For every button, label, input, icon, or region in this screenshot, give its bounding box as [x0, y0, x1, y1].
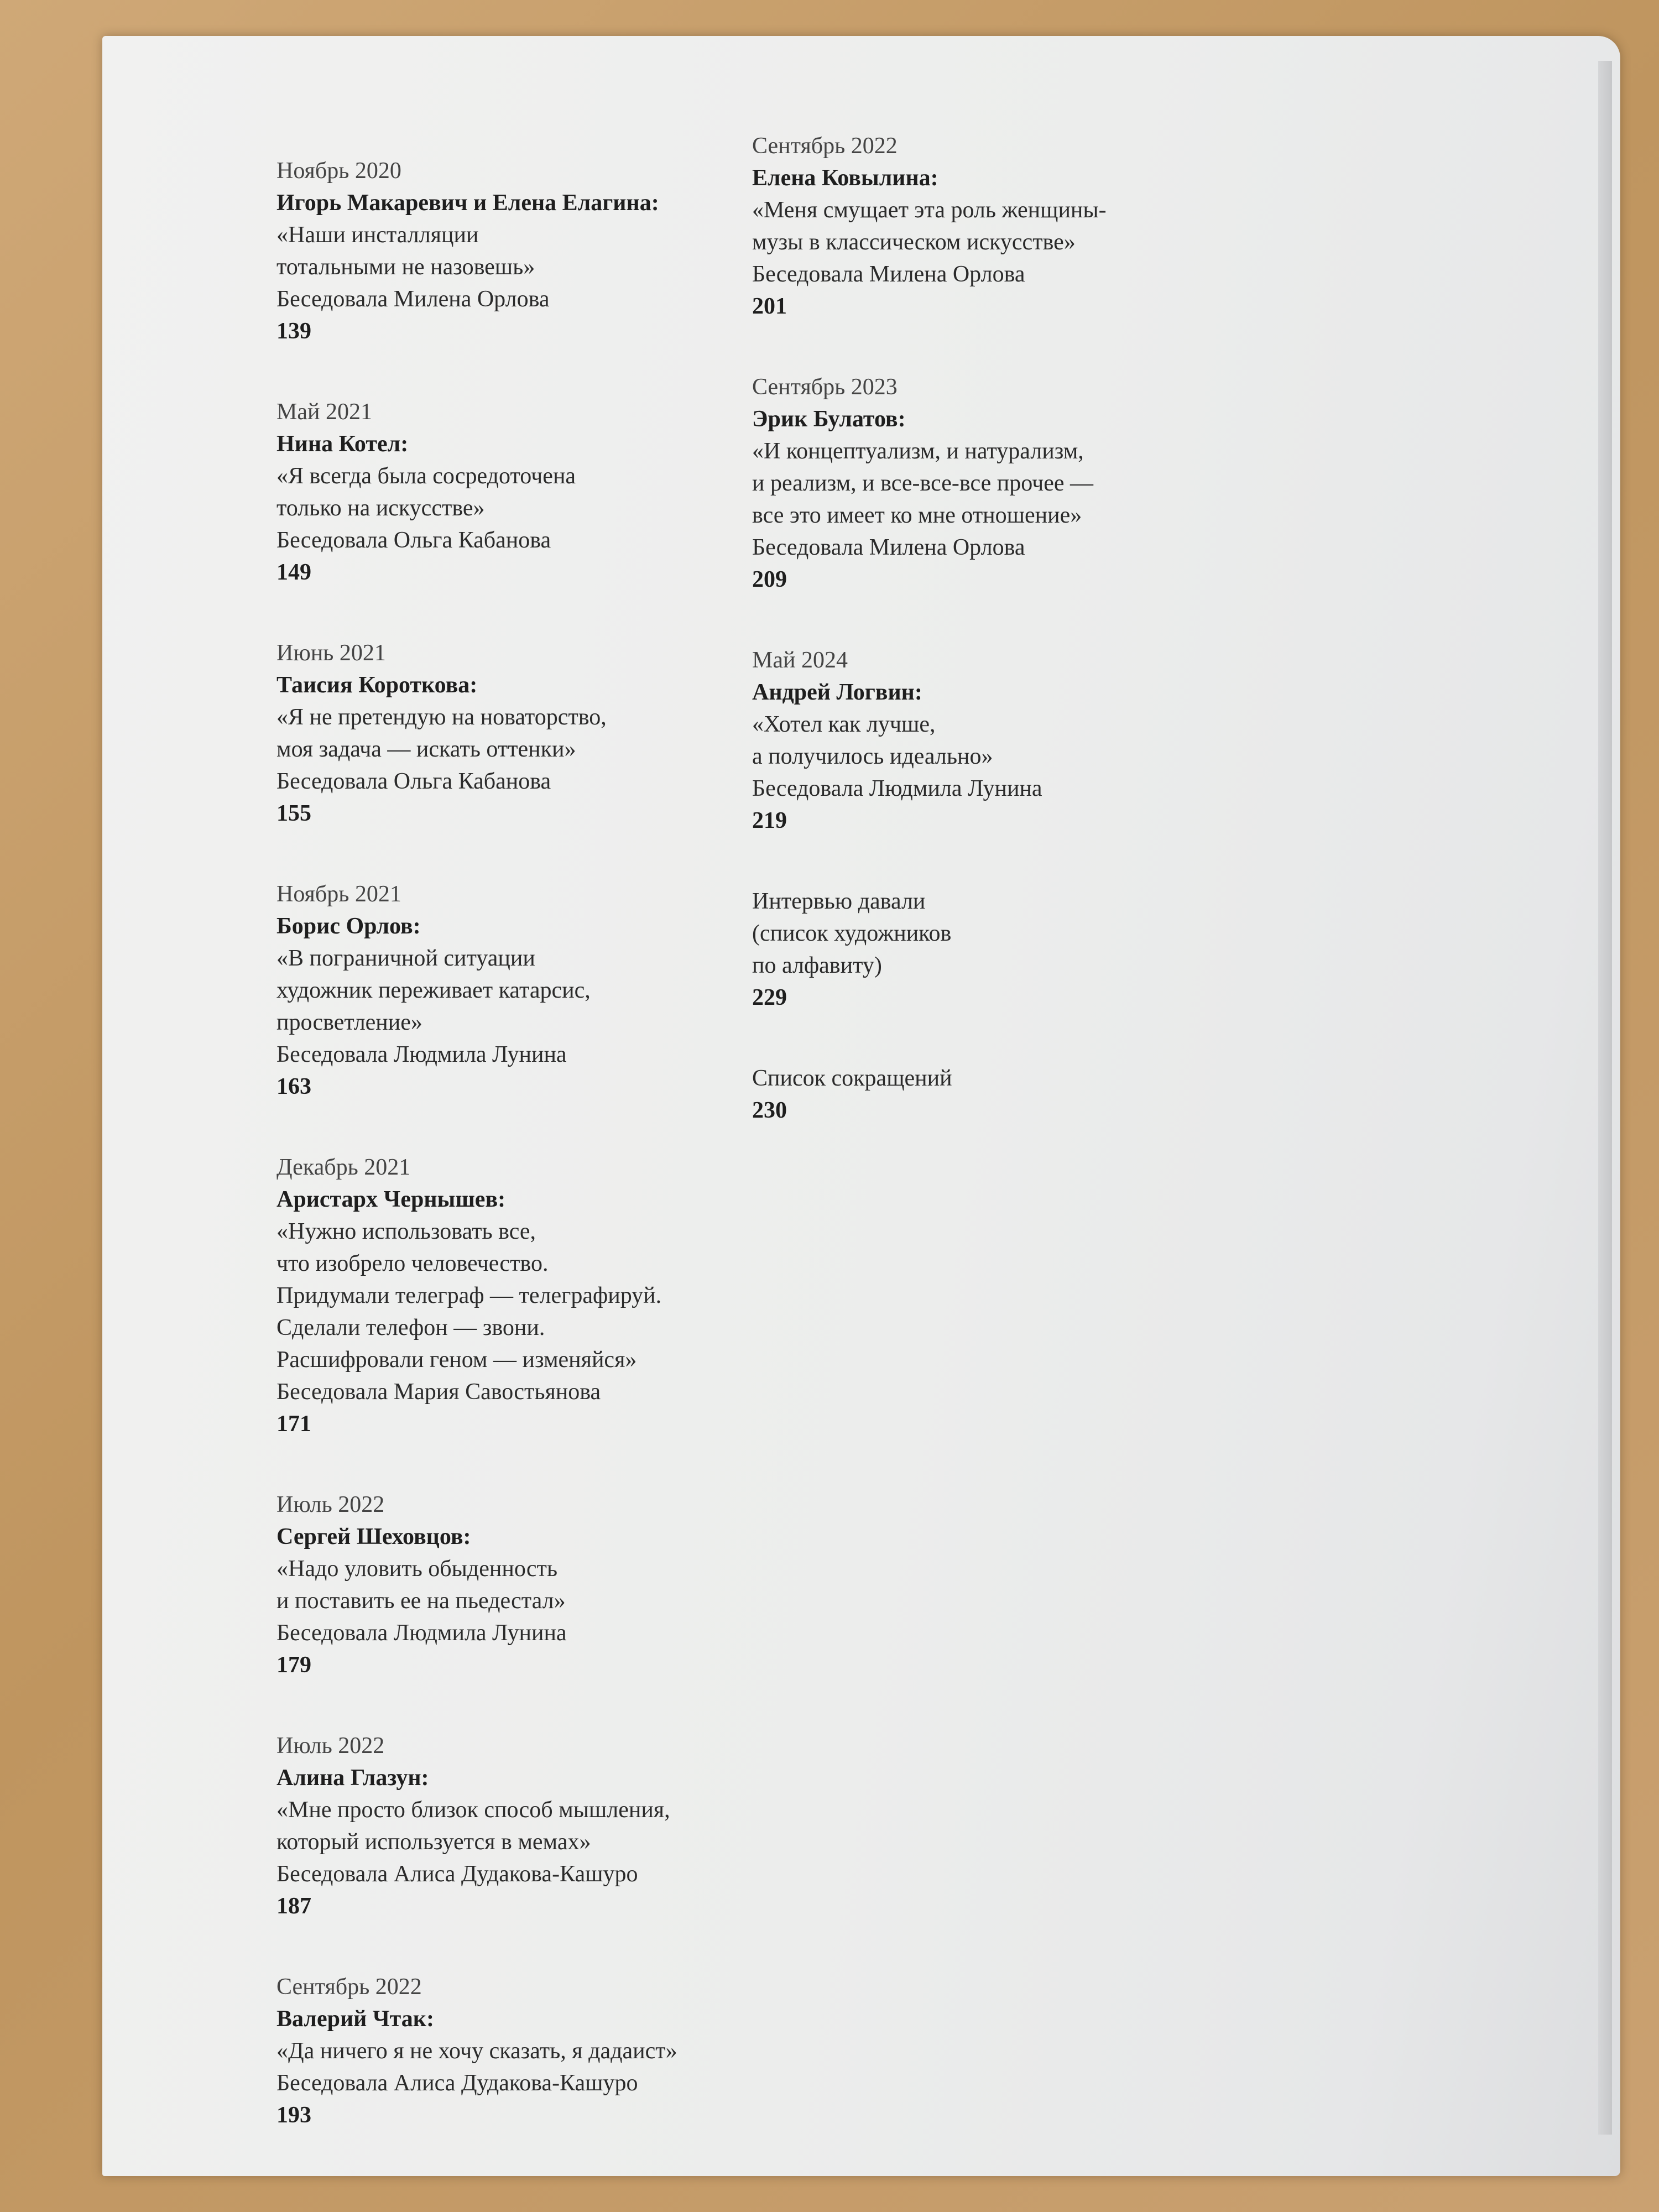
entry-interviewer: Беседовала Алиса Дудакова-Кашуро — [276, 2070, 638, 2096]
entry-date: Май 2021 — [276, 399, 372, 425]
entry-date: Декабрь 2021 — [276, 1155, 411, 1180]
toc-entry — [276, 1151, 774, 1440]
entry-quote-line: «Наши инсталляции — [276, 222, 479, 248]
entry-date: Сентябрь 2022 — [276, 1974, 422, 2000]
entry-quote-line: Сделали телефон — звони. — [276, 1315, 545, 1340]
toc-left-column — [276, 155, 774, 2180]
toc-right-column — [752, 130, 1250, 1175]
entry-page-number: 155 — [276, 801, 311, 826]
entry-quote-line: «В пограничной ситуации — [276, 946, 535, 971]
entry-quote-line: моя задача — искать оттенки» — [276, 737, 576, 762]
entry-page-number: 219 — [752, 808, 787, 833]
appendix-title-line: Интервью давали — [752, 889, 926, 914]
appendix-title-line: (список художников — [752, 921, 952, 946]
entry-page-number: 201 — [752, 294, 787, 319]
toc-entry — [276, 1971, 774, 2131]
entry-quote-line: музы в классическом искусстве» — [752, 229, 1076, 255]
appendix-entry — [752, 1062, 1250, 1126]
entry-interviewer: Беседовала Милена Орлова — [752, 535, 1025, 560]
entry-artist-name: Эрик Булатов: — [752, 406, 906, 432]
appendix-title-line: по алфавиту) — [752, 953, 882, 978]
entry-quote-line: а получилось идеально» — [752, 744, 993, 769]
book-page — [102, 36, 1620, 2176]
toc-entry — [276, 155, 774, 347]
entry-quote-line: просветление» — [276, 1010, 422, 1035]
entry-interviewer: Беседовала Людмила Лунина — [276, 1042, 567, 1067]
entry-interviewer: Беседовала Милена Орлова — [276, 286, 550, 312]
entry-artist-name: Валерий Чтак: — [276, 2006, 434, 2032]
appendix-entry — [752, 885, 1250, 1014]
entry-date: Май 2024 — [752, 648, 848, 673]
entry-quote-line: «Мне просто близок способ мышления, — [276, 1797, 670, 1823]
entry-interviewer: Беседовала Милена Орлова — [752, 262, 1025, 287]
entry-date: Ноябрь 2020 — [276, 158, 401, 184]
entry-interviewer: Беседовала Людмила Лунина — [752, 776, 1042, 801]
entry-quote-line: «Меня смущает эта роль женщины- — [752, 197, 1107, 223]
entry-quote-line: Придумали телеграф — телеграфируй. — [276, 1283, 662, 1308]
entry-artist-name: Сергей Шеховцов: — [276, 1524, 471, 1550]
toc-entry — [752, 644, 1250, 837]
entry-page-number: 179 — [276, 1652, 311, 1678]
toc-entry — [276, 396, 774, 588]
entry-artist-name: Андрей Логвин: — [752, 680, 922, 705]
entry-page-number: 163 — [276, 1074, 311, 1099]
entry-quote-line: тотальными не назовешь» — [276, 254, 535, 280]
entry-quote-line: все это имеет ко мне отношение» — [752, 503, 1082, 528]
entry-quote-line: «Нужно использовать все, — [276, 1219, 536, 1244]
toc-entry — [276, 1489, 774, 1681]
entry-quote-line: «Надо уловить обыденность — [276, 1556, 558, 1582]
entry-artist-name: Алина Глазун: — [276, 1765, 429, 1791]
entry-page-number: 187 — [276, 1893, 311, 1919]
toc-entry — [276, 637, 774, 830]
entry-quote-line: только на искусстве» — [276, 495, 485, 521]
entry-date: Ноябрь 2021 — [276, 881, 401, 907]
entry-page-number: 149 — [276, 560, 311, 585]
entry-quote-line: «Хотел как лучше, — [752, 712, 936, 737]
entry-quote-line: и реализм, и все-все-все прочее — — [752, 471, 1094, 496]
entry-interviewer: Беседовала Ольга Кабанова — [276, 769, 551, 794]
entry-artist-name: Борис Орлов: — [276, 914, 421, 939]
entry-artist-name: Таисия Короткова: — [276, 672, 478, 698]
entry-artist-name: Аристарх Чернышев: — [276, 1187, 506, 1212]
entry-date: Июль 2022 — [276, 1492, 385, 1517]
entry-date: Июнь 2021 — [276, 640, 386, 666]
entry-page-number: 229 — [752, 985, 787, 1010]
entry-quote-line: «Да ничего я не хочу сказать, я дадаист» — [276, 2038, 677, 2064]
entry-interviewer: Беседовала Людмила Лунина — [276, 1620, 567, 1646]
page-edge-shadow — [1598, 61, 1612, 2135]
entry-quote-line: «И концептуализм, и натурализм, — [752, 439, 1084, 464]
entry-page-number: 209 — [752, 567, 787, 592]
entry-artist-name: Нина Котел: — [276, 431, 409, 457]
entry-date: Сентябрь 2022 — [752, 133, 898, 159]
toc-entry — [752, 130, 1250, 322]
entry-quote-line: Расшифровали геном — изменяйся» — [276, 1347, 637, 1373]
entry-date: Июль 2022 — [276, 1733, 385, 1759]
entry-quote-line: который используется в мемах» — [276, 1829, 591, 1855]
entry-quote-line: художник переживает катарсис, — [276, 978, 591, 1003]
entry-quote-line: «Я всегда была сосредоточена — [276, 463, 576, 489]
entry-page-number: 171 — [276, 1411, 311, 1437]
entry-quote-line: что изобрело человечество. — [276, 1251, 549, 1276]
entry-artist-name: Игорь Макаревич и Елена Елагина: — [276, 190, 659, 216]
entry-date: Сентябрь 2023 — [752, 374, 898, 400]
toc-entry — [276, 878, 774, 1103]
entry-interviewer: Беседовала Алиса Дудакова-Кашуро — [276, 1861, 638, 1887]
entry-quote-line: «Я не претендую на новаторство, — [276, 705, 607, 730]
toc-entry — [752, 371, 1250, 596]
entry-interviewer: Беседовала Мария Савостьянова — [276, 1379, 601, 1405]
entry-interviewer: Беседовала Ольга Кабанова — [276, 528, 551, 553]
toc-entry — [276, 1730, 774, 1922]
entry-quote-line: и поставить ее на пьедестал» — [276, 1588, 566, 1614]
entry-page-number: 139 — [276, 319, 311, 344]
entry-page-number: 193 — [276, 2103, 311, 2128]
appendix-title-line: Список сокращений — [752, 1066, 952, 1091]
entry-artist-name: Елена Ковылина: — [752, 165, 938, 191]
entry-page-number: 230 — [752, 1098, 787, 1123]
